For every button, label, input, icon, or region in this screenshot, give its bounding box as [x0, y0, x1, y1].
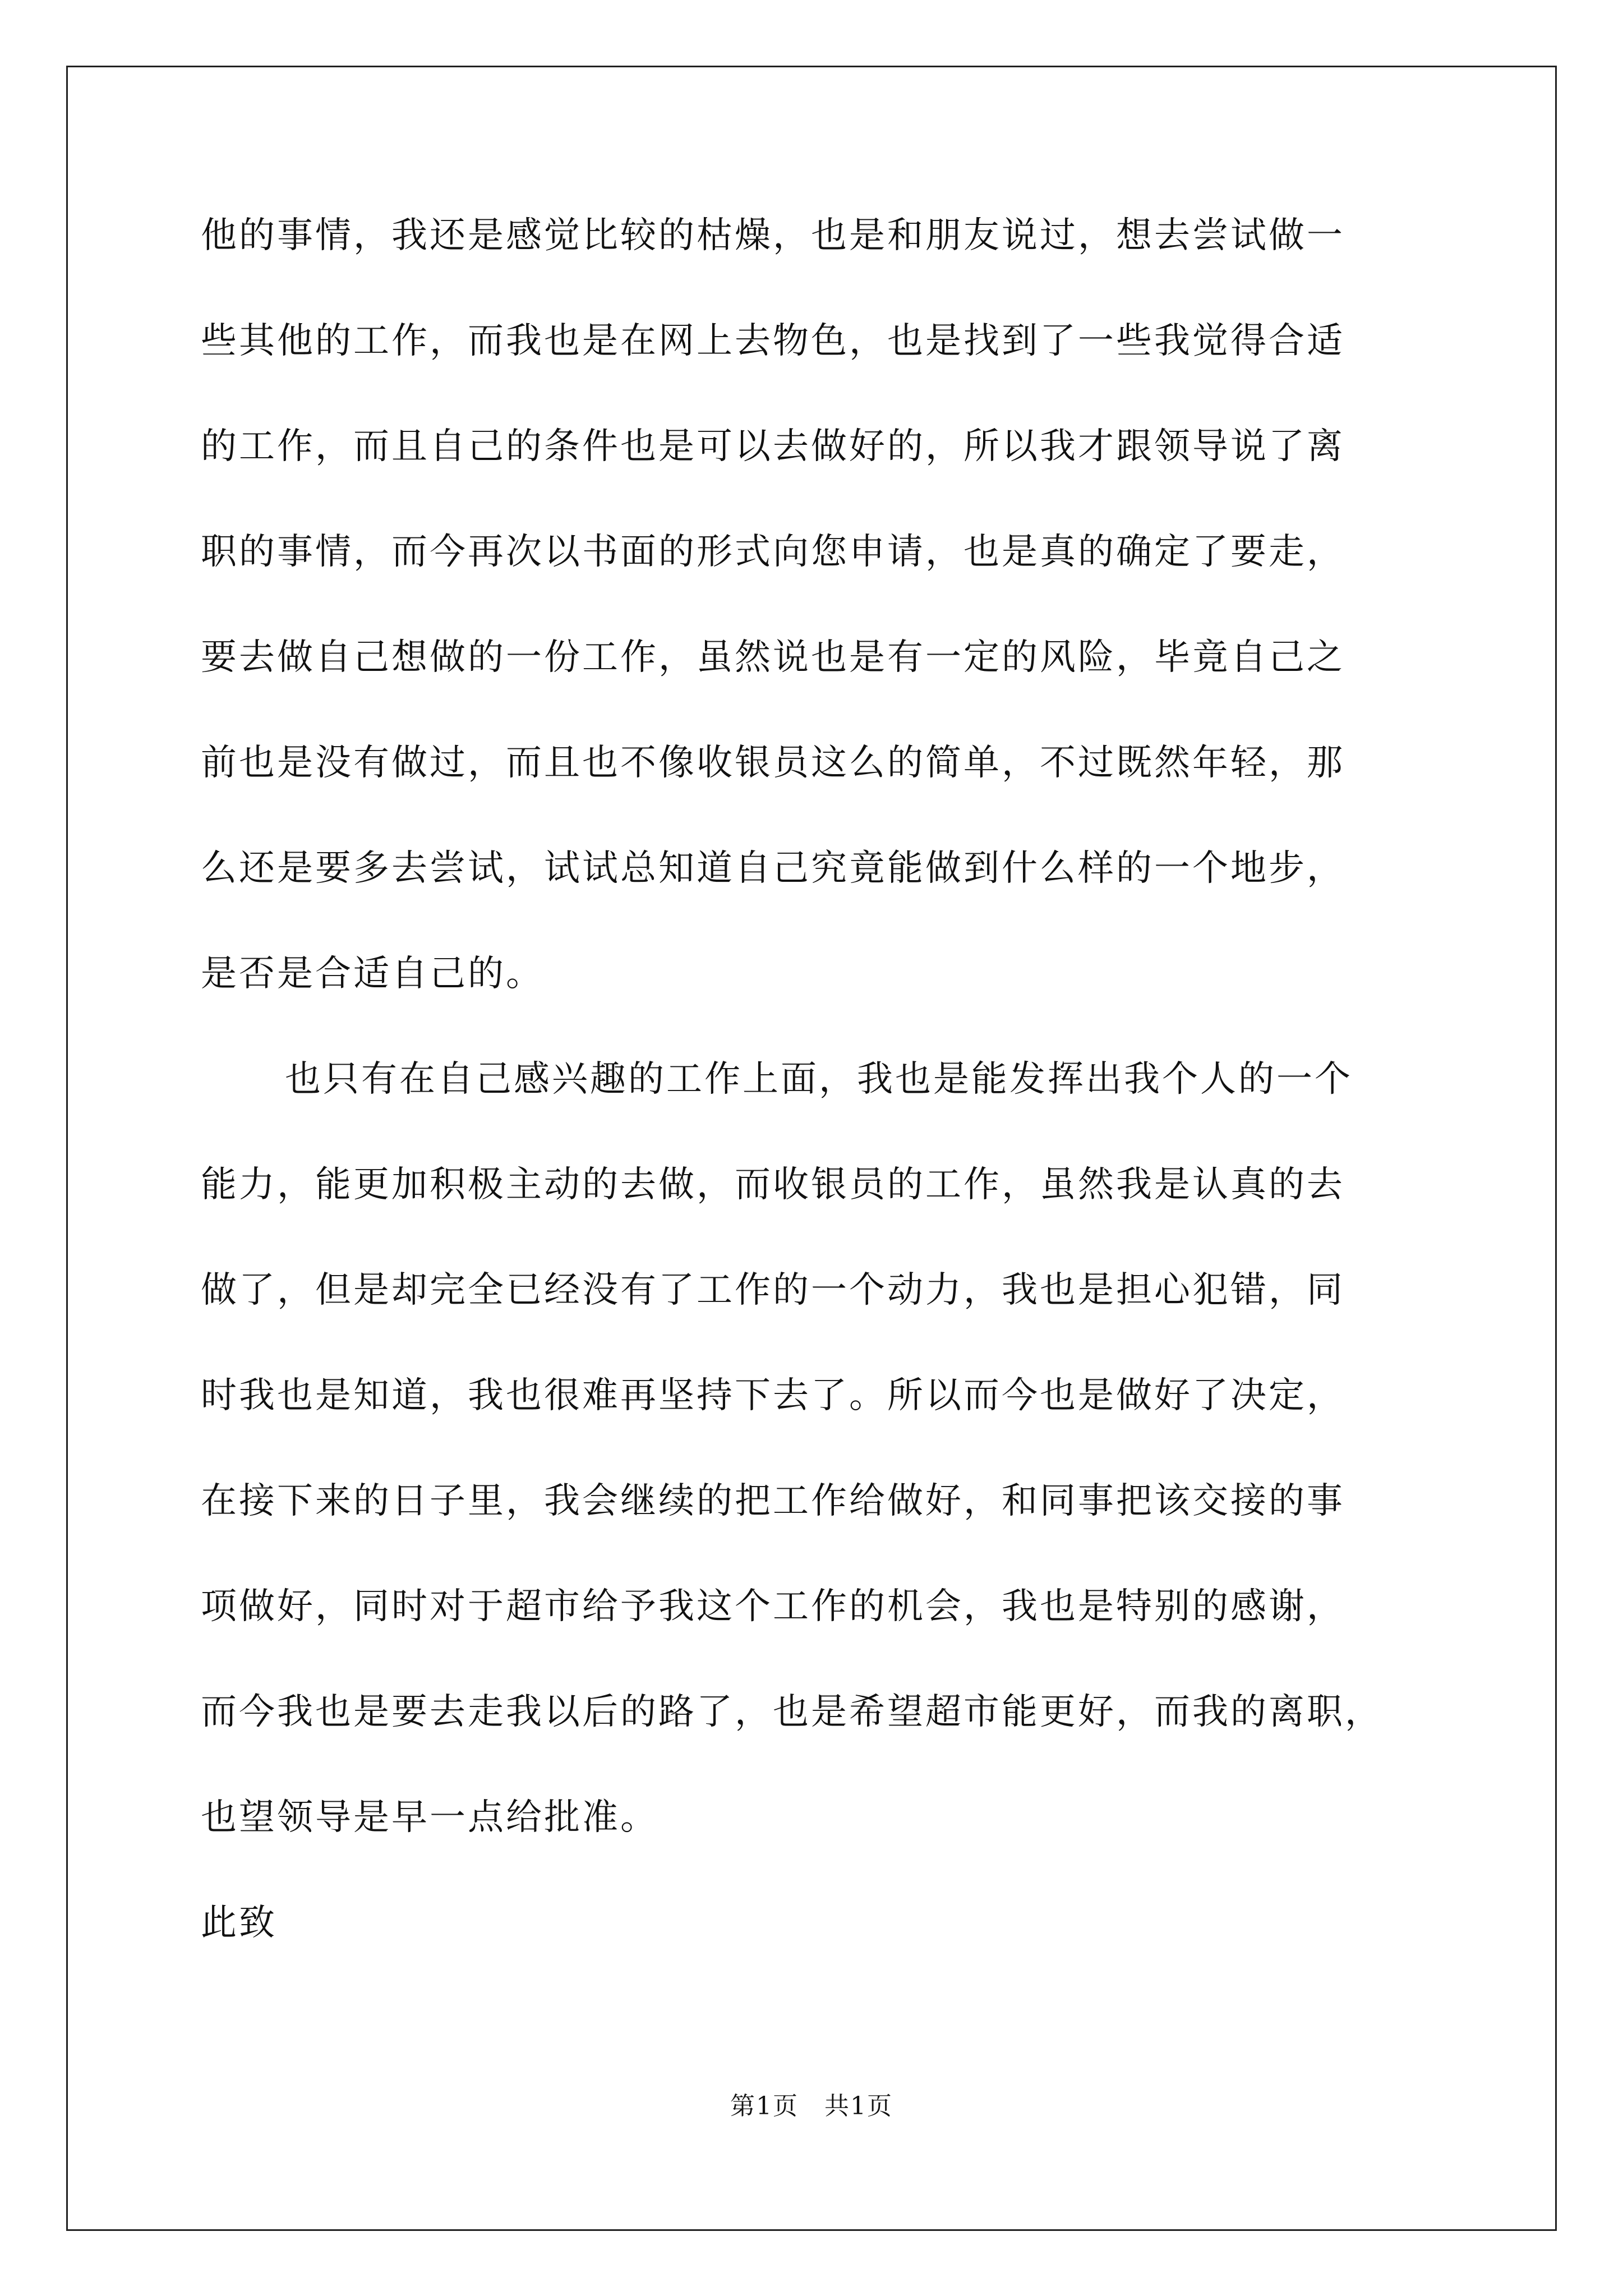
- paragraph-1-line: 的工作，而且自己的条件也是可以去做好的，所以我才跟领导说了离: [201, 426, 1345, 467]
- paragraph-1-line: 他的事情，我还是感觉比较的枯燥，也是和朋友说过，想去尝试做一: [201, 215, 1345, 256]
- paragraph-1-line: 前也是没有做过，而且也不像收银员这么的简单，不过既然年轻，那: [201, 742, 1345, 784]
- paragraph-2-line: 而今我也是要去走我以后的路了，也是希望超市能更好，而我的离职，: [201, 1691, 1383, 1733]
- paragraph-1-line: 么还是要多去尝试，试试总知道自己究竟能做到什么样的一个地步，: [201, 848, 1345, 889]
- letter-body: [201, 208, 1468, 2000]
- page-number-footer: 第1页 共1页: [730, 2092, 893, 2120]
- paragraph-2-line: 能力，能更加积极主动的去做，而收银员的工作，虽然我是认真的去: [201, 1164, 1345, 1205]
- paragraph-1-line: 是否是合适自己的。: [201, 953, 544, 995]
- paragraph-2-line: 项做好，同时对于超市给予我这个工作的机会，我也是特别的感谢，: [201, 1586, 1345, 1627]
- paragraph-2-line: 在接下来的日子里，我会继续的把工作给做好，和同事把该交接的事: [201, 1480, 1345, 1522]
- paragraph-1-line: 要去做自己想做的一份工作，虽然说也是有一定的风险，毕竟自己之: [201, 637, 1345, 678]
- paragraph-2-line: 也只有在自己感兴趣的工作上面，我也是能发挥出我个人的一个: [285, 1059, 1353, 1100]
- paragraph-2-line: 做了，但是却完全已经没有了工作的一个动力，我也是担心犯错，同: [201, 1269, 1345, 1311]
- closing-salutation: 此致: [201, 1902, 277, 1944]
- paragraph-2-line: 也望领导是早一点给批准。: [201, 1797, 658, 1838]
- paragraph-1-line: 职的事情，而今再次以书面的形式向您申请，也是真的确定了要走，: [201, 531, 1345, 573]
- paragraph-2-line: 时我也是知道，我也很难再坚持下去了。所以而今也是做好了决定，: [201, 1375, 1345, 1416]
- paragraph-1-line: 些其他的工作，而我也是在网上去物色，也是找到了一些我觉得合适: [201, 320, 1345, 362]
